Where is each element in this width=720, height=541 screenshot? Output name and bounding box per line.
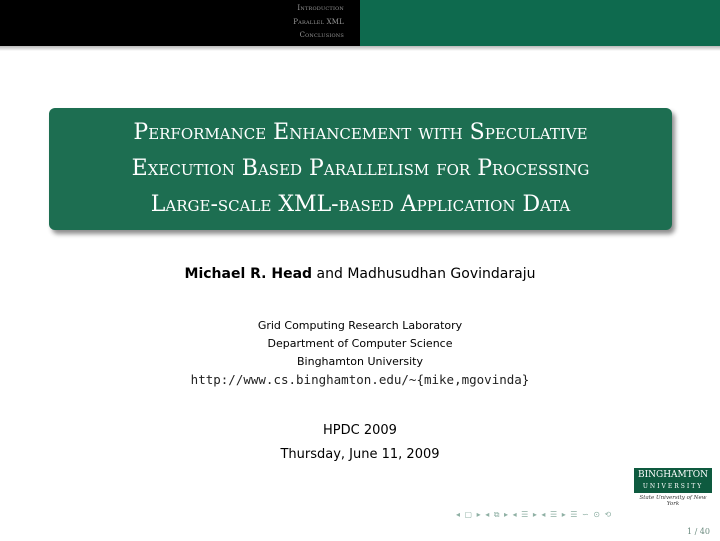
beamer-navigation-icons[interactable]: ◂ ▢ ▸ ◂ ⧉ ▸ ◂ ☰ ▸ ◂ ☰ ▸ ☰ ∽ ⊙ ⟲ bbox=[456, 510, 613, 519]
coauthor-name: Madhusudhan Govindaraju bbox=[347, 266, 536, 282]
title-line-2: Execution Based Parallelism for Processing bbox=[131, 156, 590, 181]
logo-line-2: UNIVERSITY bbox=[642, 483, 704, 490]
presenter-name: Michael R. Head bbox=[184, 266, 313, 282]
conference-info bbox=[0, 419, 720, 467]
university-name: Binghamton University bbox=[297, 355, 423, 368]
homepage-url[interactable]: http://www.cs.binghamton.edu/~{mike,mgovinda} bbox=[190, 372, 530, 387]
title-line-1: Performance Enhancement with Speculative bbox=[133, 120, 588, 145]
logo-line-1: BINGHAMTON bbox=[637, 470, 709, 480]
department-name: Department of Computer Science bbox=[267, 337, 453, 350]
nav-section-parallel-xml[interactable]: Parallel XML bbox=[293, 17, 344, 26]
author-joiner: and bbox=[316, 266, 343, 282]
lab-name: Grid Computing Research Laboratory bbox=[257, 319, 463, 332]
title-line-3: Large-scale XML-based Application Data bbox=[150, 192, 571, 217]
conference-date: Thursday, June 11, 2009 bbox=[280, 447, 440, 462]
logo-plate bbox=[634, 468, 712, 493]
logo-tagline: State University of New York bbox=[639, 495, 707, 507]
affiliation bbox=[0, 317, 720, 371]
author-list bbox=[0, 266, 720, 282]
conference-name: HPDC 2009 bbox=[323, 423, 397, 438]
section-navigation bbox=[0, 2, 360, 43]
presentation-title bbox=[61, 115, 661, 223]
page-number: 1 / 40 bbox=[686, 527, 710, 536]
university-logo bbox=[634, 468, 712, 507]
title-block bbox=[49, 108, 672, 230]
nav-section-introduction[interactable]: Introduction bbox=[297, 4, 344, 12]
header-accent bbox=[360, 0, 720, 46]
header-shadow bbox=[0, 46, 720, 51]
nav-section-conclusions[interactable]: Conclusions bbox=[299, 31, 344, 39]
